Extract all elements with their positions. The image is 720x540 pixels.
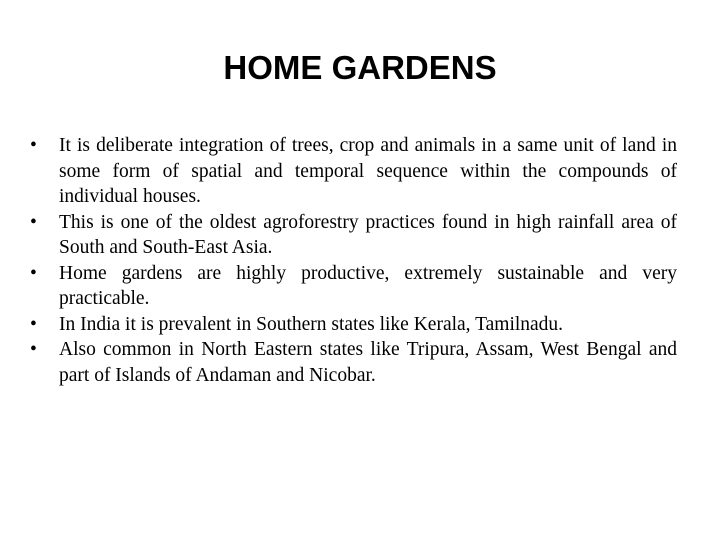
bullet-text: Also common in North Eastern states like Tripura, Assam, West Bengal and part of Islands of Andaman and Nicobar. xyxy=(59,339,677,386)
bullet-text: Home gardens are highly productive, extremely sustainable and very practicable. xyxy=(59,262,677,309)
bullet-dot-icon: • xyxy=(30,339,37,360)
bullet-item-productive xyxy=(30,261,677,312)
bullet-dot-icon: • xyxy=(30,313,37,335)
bullet-item-india xyxy=(30,312,677,338)
bullet-dot-icon: • xyxy=(30,211,37,233)
bullet-item-oldest-practice xyxy=(30,210,677,261)
bullet-item-north-east xyxy=(30,337,677,388)
bullet-dot-icon: • xyxy=(30,262,37,284)
bullet-dot-icon: • xyxy=(30,135,37,156)
bullet-text: This is one of the oldest agroforestry practices found in high rainfall area of South and South-East Asia. xyxy=(59,211,677,258)
slide-title: HOME GARDENS xyxy=(223,49,497,86)
bullet-text: It is deliberate integration of trees, crop and animals in a same unit of land in some form of spatial and temporal sequence within the compounds of individual houses. xyxy=(59,135,677,207)
bullet-list xyxy=(30,133,677,388)
bullet-text: In India it is prevalent in Southern states like Kerala, Tamilnadu. xyxy=(59,313,564,335)
bullet-item-integration xyxy=(30,133,677,210)
